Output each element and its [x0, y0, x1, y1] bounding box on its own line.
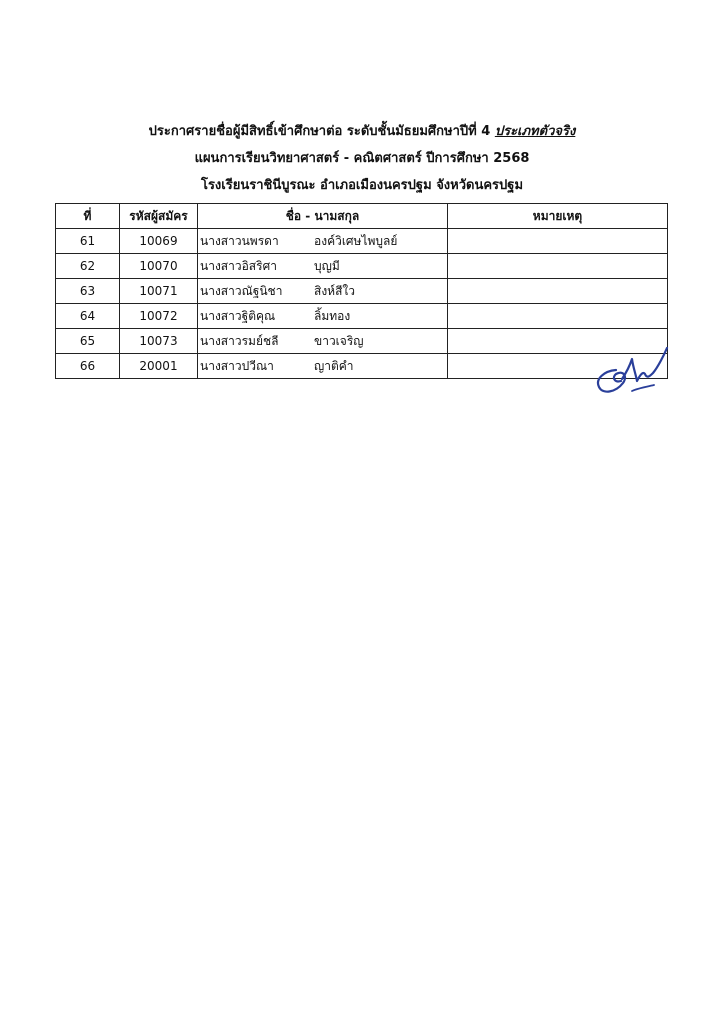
column-header-id: รหัสผู้สมัคร: [120, 204, 198, 229]
remark-cell: [448, 279, 668, 304]
last-name: ญาติคำ: [314, 358, 354, 373]
table-row: [56, 254, 668, 279]
row-number: 64: [56, 304, 120, 329]
applicant-id: 10069: [120, 229, 198, 254]
applicant-id: 10073: [120, 329, 198, 354]
announcement-title-main: ประกาศรายชื่อผู้มีสิทธิ์เข้าศึกษาต่อ ระดับชั้นมัธยมศึกษาปีที่ 4: [148, 124, 491, 139]
full-name-cell: [198, 254, 448, 279]
full-name-cell: [198, 329, 448, 354]
table-row: [56, 279, 668, 304]
column-header-name: ชื่อ - นามสกุล: [198, 204, 448, 229]
announcement-title: [0, 123, 724, 140]
table-row: [56, 304, 668, 329]
row-number: 63: [56, 279, 120, 304]
remark-cell: [448, 304, 668, 329]
remark-cell: [448, 254, 668, 279]
last-name: องค์วิเศษไพบูลย์: [314, 233, 398, 248]
table-header-row: [56, 204, 668, 229]
study-program-line: แผนการเรียนวิทยาศาสตร์ - คณิตศาสตร์ ปีการศึกษา 2568: [194, 151, 530, 166]
row-number: 65: [56, 329, 120, 354]
column-header-no: ที่: [56, 204, 120, 229]
applicant-id: 10070: [120, 254, 198, 279]
table-row: [56, 229, 668, 254]
first-name: นางสาวรมย์ชลี: [200, 333, 279, 348]
signature-stroke-underline: [632, 385, 654, 391]
first-name: นางสาวนพรดา: [200, 233, 279, 248]
first-name: นางสาวปวีณา: [200, 358, 274, 373]
admission-type-label: ประเภทตัวจริง: [494, 124, 576, 139]
row-number: 61: [56, 229, 120, 254]
last-name: ลิ้มทอง: [314, 308, 351, 323]
last-name: สิงห์สีใว: [314, 283, 356, 298]
handwritten-signature: [592, 343, 672, 401]
table-row: [56, 329, 668, 354]
full-name-cell: [198, 229, 448, 254]
school-line: โรงเรียนราชินีบูรณะ อำเภอเมืองนครปฐม จังหวัดนครปฐม: [200, 178, 524, 193]
last-name: บุญมี: [314, 258, 340, 273]
last-name: ขาวเจริญ: [314, 333, 364, 348]
full-name-cell: [198, 354, 448, 379]
column-header-remark: หมายเหตุ: [448, 204, 668, 229]
signature-stroke-loop: [598, 370, 625, 392]
applicant-id: 10072: [120, 304, 198, 329]
remark-cell: [448, 229, 668, 254]
row-number: 62: [56, 254, 120, 279]
first-name: นางสาวอิสริศา: [200, 258, 277, 273]
row-number: 66: [56, 354, 120, 379]
student-roster-table: [55, 203, 668, 379]
full-name-cell: [198, 304, 448, 329]
full-name-cell: [198, 279, 448, 304]
first-name: นางสาวฐิติคุณ: [200, 308, 276, 323]
applicant-id: 20001: [120, 354, 198, 379]
signature-stroke-main: [622, 348, 667, 381]
table-row: [56, 354, 668, 379]
applicant-id: 10071: [120, 279, 198, 304]
first-name: นางสาวณัฐนิชา: [200, 283, 283, 298]
